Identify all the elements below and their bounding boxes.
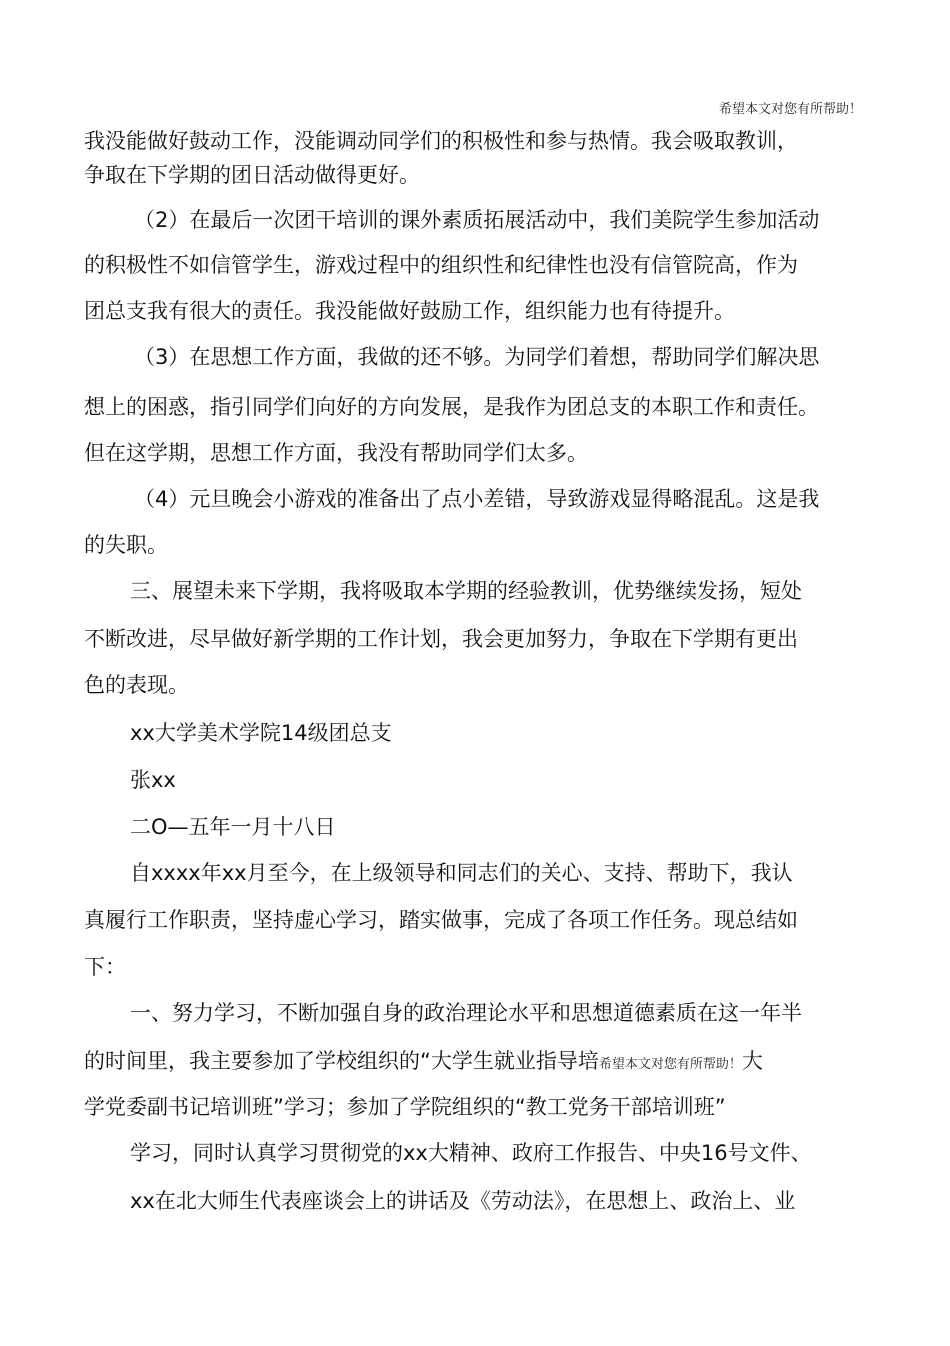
text-line xyxy=(84,1046,763,1080)
text-line: 的失职。 xyxy=(84,533,168,557)
text-line: 学习，同时认真学习贯彻党的xx大精神、政府工作报告、中央16号文件、 xyxy=(130,1141,812,1165)
text-line: 三、展望未来下学期，我将吸取本学期的经验教训，优势继续发扬，短处 xyxy=(130,579,802,603)
text-line: 想上的困惑，指引同学们向好的方向发展，是我作为团总支的本职工作和责任。 xyxy=(84,395,819,419)
header-note: 希望本文对您有所帮助！ xyxy=(718,102,862,117)
text-line: 但在这学期，思想工作方面，我没有帮助同学们太多。 xyxy=(84,441,588,465)
text-line: 学党委副书记培训班”学习；参加了学院组织的“教工党务干部培训班” xyxy=(84,1095,726,1119)
text-line: 色的表现。 xyxy=(84,673,189,697)
inline-note: 希望本文对您有所帮助！ xyxy=(598,1057,742,1072)
text-line: 我没能做好鼓动工作，没能调动同学们的积极性和参与热情。我会吸取教训， xyxy=(84,129,798,153)
text-line: 下： xyxy=(84,955,126,979)
text-line: （4）元旦晚会小游戏的准备出了点小差错，导致游戏显得略混乱。这是我 xyxy=(134,487,820,511)
text-segment: 大 xyxy=(741,1049,763,1073)
text-line: 二O—五年一月十八日 xyxy=(130,815,336,839)
text-line: 张xx xyxy=(130,768,176,792)
text-line: 不断改进，尽早做好新学期的工作计划，我会更加努力，争取在下学期有更出 xyxy=(84,627,798,651)
text-line: 自xxxx年xx月至今，在上级领导和同志们的关心、支持、帮助下，我认 xyxy=(130,861,793,885)
text-line: 的积极性不如信管学生，游戏过程中的组织性和纪律性也没有信管院高，作为 xyxy=(84,253,798,277)
text-line: 争取在下学期的团日活动做得更好。 xyxy=(84,163,420,187)
text-line: xx大学美术学院14级团总支 xyxy=(130,721,392,745)
text-line: 团总支我有很大的责任。我没能做好鼓励工作，组织能力也有待提升。 xyxy=(84,299,735,323)
text-line: （3）在思想工作方面，我做的还不够。为同学们着想，帮助同学们解决思 xyxy=(134,345,820,369)
text-line: （2）在最后一次团干培训的课外素质拓展活动中，我们美院学生参加活动 xyxy=(134,208,820,232)
text-segment: 的时间里，我主要参加了学校组织的“大学生就业指导培 xyxy=(84,1049,599,1073)
text-line: 真履行工作职责，坚持虚心学习，踏实做事，完成了各项工作任务。现总结如 xyxy=(84,908,798,932)
text-line: 一、努力学习，不断加强自身的政治理论水平和思想道德素质在这一年半 xyxy=(130,1001,802,1025)
text-line: xx在北大师生代表座谈会上的讲话及《劳动法》，在思想上、政治上、业 xyxy=(130,1189,796,1213)
